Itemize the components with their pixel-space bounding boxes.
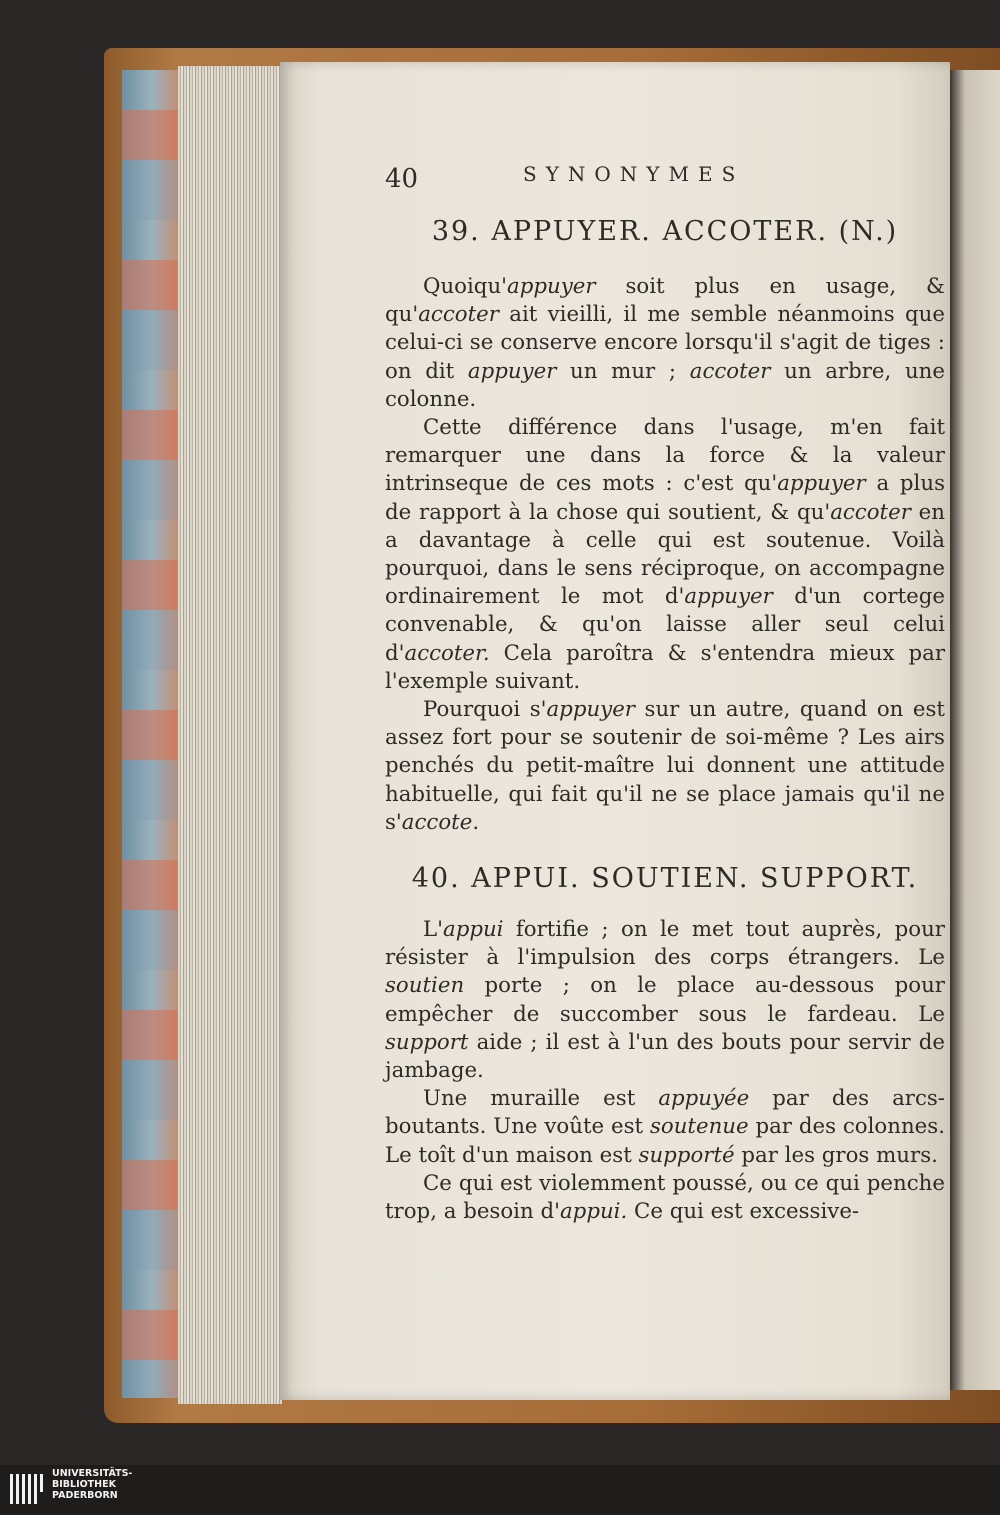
paragraph	[385, 1170, 945, 1226]
running-head-title: SYNONYMES	[523, 162, 745, 186]
italic-term: appuyer	[467, 358, 557, 384]
marbled-endpaper	[122, 70, 182, 1398]
library-logo-icon	[8, 1468, 44, 1508]
text-run: par des arcs-boutants. Une voûte est	[385, 1086, 945, 1140]
section-40	[385, 863, 945, 1226]
page-edges	[178, 66, 282, 1404]
text-run: Pourquoi s'	[423, 697, 547, 723]
text-run: L'	[423, 917, 443, 943]
text-run: Cette différence dans l'usage, m'en fait remarquer une dans la force & la valeur intrinseque de ces mots : c'est qu'	[385, 415, 945, 497]
library-name-line: UNIVERSITÄTS-	[52, 1468, 133, 1479]
text-run: sur un autre, quand on est assez fort pour se soutenir de soi-même ? Les airs penchés du petit-maître lui donnent une attitude habituelle, qui fait qu'il ne se place jamais qu'il ne s'	[385, 697, 945, 835]
text-run: Quoiqu'	[423, 274, 508, 299]
text-run: par des colonnes. Le toît d'un maison est	[385, 1114, 945, 1168]
text-run: ait vieilli, il me semble néanmoins que celui-ci se conserve encore lorsqu'il s'agit de tiges : on dit	[385, 302, 945, 384]
italic-term: accoter	[418, 302, 499, 328]
paragraph	[385, 414, 945, 696]
italic-term: accoter	[830, 499, 911, 525]
text-run: Une muraille est	[423, 1086, 659, 1112]
italic-term: soutien	[385, 973, 465, 999]
italic-term: accote.	[401, 809, 480, 835]
italic-term: appuyer	[546, 697, 635, 723]
italic-term: appuyée	[658, 1086, 750, 1112]
text-run: porte ; on le place au-dessous pour empêcher de succomber sous le fardeau. Le	[385, 973, 945, 1027]
italic-term: soutenue	[649, 1114, 749, 1140]
section-title: 39. APPUYER. ACCOTER. (N.)	[431, 216, 899, 247]
italic-term: accoter.	[404, 640, 490, 666]
text-run: d'un cortege convenable, & qu'on laisse aller seul celui d'	[385, 584, 945, 666]
text-run: en a davantage à celle qui est soutenue. Voilà pourquoi, dans le sens réciproque, on accompagne ordinairement le mot d'	[385, 499, 946, 610]
text-run: Ce qui est excessive-	[627, 1199, 860, 1225]
facing-page-edge	[950, 70, 1000, 1390]
italic-term: accoter	[689, 358, 771, 384]
paragraph	[385, 273, 945, 414]
page-text	[385, 150, 945, 1226]
text-run: par les gros murs.	[734, 1142, 938, 1168]
italic-term: appuyer	[507, 274, 596, 299]
text-run: soit plus en usage, & qu'	[385, 274, 945, 328]
italic-term: supporté	[638, 1142, 735, 1168]
library-footer-bar	[0, 1465, 1000, 1515]
text-run: Cela paroîtra & s'entendra mieux par l'exemple suivant.	[385, 640, 945, 694]
text-run: fortifie ; on le met tout auprès, pour résister à l'impulsion des corps étrangers. Le	[385, 917, 945, 971]
italic-term: support	[385, 1029, 469, 1055]
italic-term: appui.	[559, 1199, 628, 1225]
library-name-line: PADERBORN	[52, 1490, 118, 1501]
page-number: 40	[385, 164, 419, 194]
text-run: aide ; il est à l'un des bouts pour servir de jambage.	[385, 1029, 945, 1084]
library-name-line: BIBLIOTHEK	[52, 1479, 116, 1490]
italic-term: appuyer	[777, 471, 866, 497]
text-run: a plus de rapport à la chose qui soutient, & qu'	[385, 471, 945, 525]
section-title: 40. APPUI. SOUTIEN. SUPPORT.	[411, 863, 919, 895]
library-name	[52, 1468, 132, 1501]
section-39	[385, 216, 945, 837]
paragraph	[385, 916, 945, 1085]
text-run: un mur ;	[556, 358, 690, 384]
text-run: un arbre, une colonne.	[385, 358, 945, 412]
paragraph	[385, 1085, 945, 1170]
running-head	[385, 150, 945, 194]
italic-term: appuyer	[684, 584, 773, 610]
paragraph	[385, 696, 945, 837]
italic-term: appui	[443, 917, 504, 943]
text-run: Ce qui est violemment poussé, ou ce qui penche trop, a besoin d'	[385, 1170, 945, 1225]
